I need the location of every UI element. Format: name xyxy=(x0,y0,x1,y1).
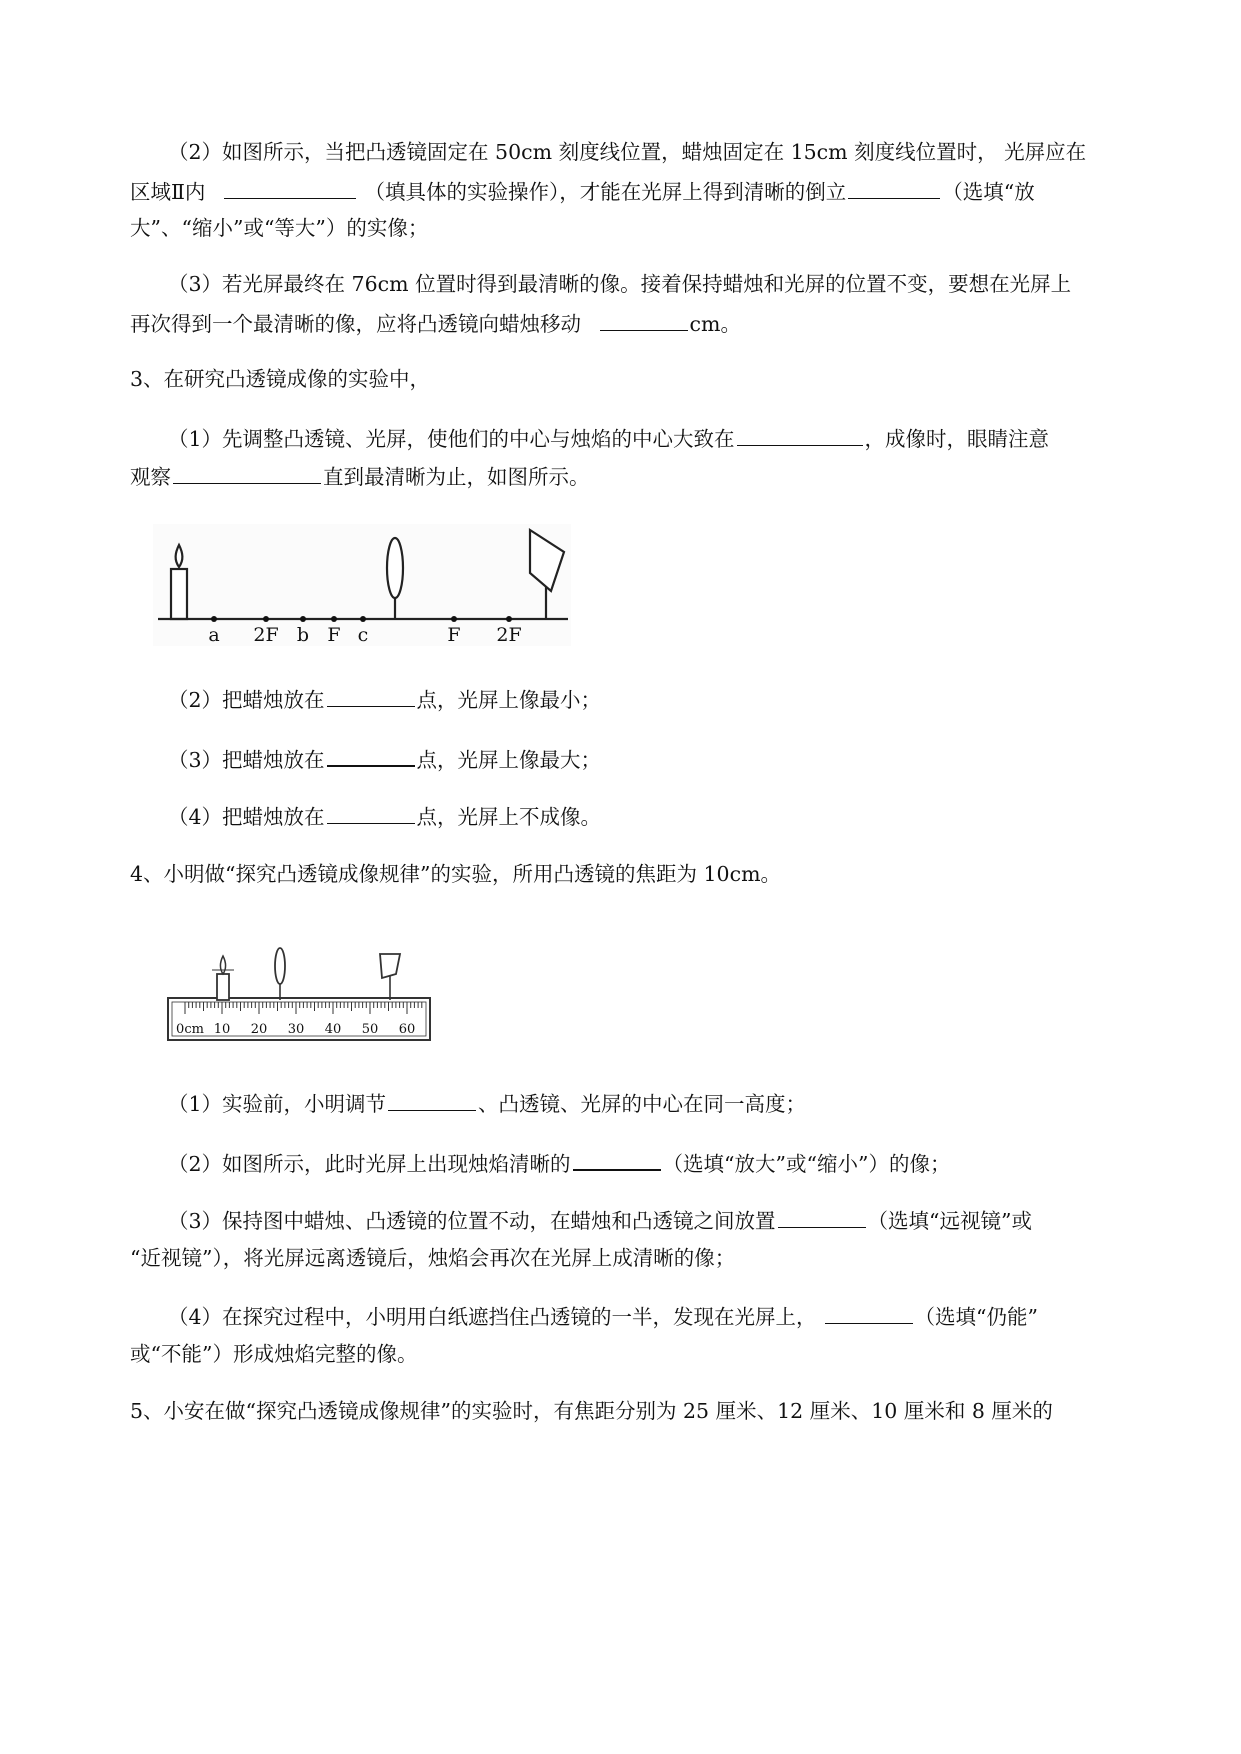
point-label: F xyxy=(327,624,341,646)
q3-part1-line1 xyxy=(168,423,1049,453)
answer-blank[interactable] xyxy=(388,1088,476,1111)
point-label: c xyxy=(357,624,369,646)
q4-part4-text-a: （4）在探究过程中，小明用白纸遮挡住凸透镜的一半，发现在光屏上， xyxy=(168,1305,817,1329)
q3-title: 3、在研究凸透镜成像的实验中， xyxy=(130,367,431,391)
q4-part4-line2: 或“不能”）形成烛焰完整的像。 xyxy=(130,1342,418,1366)
q2-part3-line1: （3）若光屏最终在 76cm 位置时得到最清晰的像。接着保持蜡烛和光屏的位置不变，要想在光屏上 xyxy=(168,272,1072,296)
point-label: b xyxy=(296,624,310,646)
ruler-figure xyxy=(160,930,440,1042)
lens-icon xyxy=(387,538,403,598)
q2-part2-line2 xyxy=(130,176,1035,206)
q4-part1-text-a: （1）实验前，小明调节 xyxy=(168,1092,387,1116)
q3-part3 xyxy=(168,743,601,773)
q4-part3-text-b: （选填“远视镜”或 xyxy=(867,1209,1033,1233)
q2-part2-line1: （2）如图所示，当把凸透镜固定在 50cm 刻度线位置，蜡烛固定在 15cm 刻度线位置时， 光屏应在 xyxy=(168,140,1087,164)
candle-flame-icon xyxy=(176,545,183,567)
q4-part2-text-a: （2）如图所示，此时光屏上出现烛焰清晰的 xyxy=(168,1152,571,1176)
q3-part1-text-b: ，成像时，眼睛注意 xyxy=(864,427,1050,451)
q4-part2 xyxy=(168,1147,950,1177)
answer-blank[interactable] xyxy=(778,1205,866,1228)
q3-part1-text-c: 观察 xyxy=(130,465,171,489)
candle-icon xyxy=(171,569,187,619)
q3-part2-text-a: （2）把蜡烛放在 xyxy=(168,688,325,712)
q4-part4-line1 xyxy=(168,1301,1038,1331)
point-label: 2F xyxy=(253,624,279,646)
q2-part2-text-b: （填具体的实验操作），才能在光屏上得到清晰的倒立 xyxy=(364,180,847,204)
q2-part3-line2 xyxy=(130,308,741,338)
q2-part3-text-b: cm。 xyxy=(689,312,741,336)
optical-bench-figure xyxy=(150,520,575,650)
ruler-label: 40 xyxy=(324,1022,342,1037)
q3-part4-text-a: （4）把蜡烛放在 xyxy=(168,805,325,829)
q3-part1-line2 xyxy=(130,461,590,491)
answer-blank[interactable] xyxy=(327,743,415,767)
point-label: 2F xyxy=(496,624,522,646)
lens-icon xyxy=(275,948,285,984)
point-label: F xyxy=(447,624,461,646)
candle-flame-icon xyxy=(220,956,225,974)
q3-part1-text-a: （1）先调整凸透镜、光屏，使他们的中心与烛焰的中心大致在 xyxy=(168,427,735,451)
q4-part1 xyxy=(168,1088,806,1118)
ruler-label: 20 xyxy=(250,1022,268,1037)
q3-part2 xyxy=(168,684,601,714)
answer-blank[interactable] xyxy=(825,1301,913,1324)
answer-blank[interactable] xyxy=(737,423,863,446)
q2-part2-text-c: （选填“放 xyxy=(942,180,1035,204)
ruler-label: 10 xyxy=(213,1022,231,1037)
q3-part1-text-d: 直到最清晰为止，如图所示。 xyxy=(323,465,590,489)
answer-blank[interactable] xyxy=(173,461,321,484)
answer-blank[interactable] xyxy=(327,684,415,707)
q4-part4-text-b: （选填“仍能” xyxy=(914,1305,1039,1329)
q4-part3-line1 xyxy=(168,1205,1032,1235)
answer-blank[interactable] xyxy=(224,176,356,199)
q4-part3-line2: “近视镜”），将光屏远离透镜后，烛焰会再次在光屏上成清晰的像； xyxy=(130,1246,736,1270)
ruler-label: 60 xyxy=(398,1022,416,1037)
q2-part3-text-a: 再次得到一个最清晰的像，应将凸透镜向蜡烛移动 xyxy=(130,312,581,336)
q4-part2-text-b: （选填“放大”或“缩小”）的像； xyxy=(662,1152,951,1176)
q3-part4 xyxy=(168,801,601,831)
q3-part2-text-b: 点，光屏上像最小； xyxy=(416,688,602,712)
q4-part3-text-a: （3）保持图中蜡烛、凸透镜的位置不动，在蜡烛和凸透镜之间放置 xyxy=(168,1209,776,1233)
q2-part2-text-a: 区域Ⅱ内 xyxy=(130,180,206,204)
ruler-label: 30 xyxy=(287,1022,305,1037)
screen-icon xyxy=(380,954,400,978)
q3-part3-text-a: （3）把蜡烛放在 xyxy=(168,748,325,772)
answer-blank[interactable] xyxy=(600,308,688,331)
q4-title: 4、小明做“探究凸透镜成像规律”的实验，所用凸透镜的焦距为 10cm。 xyxy=(130,862,782,886)
q3-part3-text-b: 点，光屏上像最大； xyxy=(416,748,602,772)
answer-blank[interactable] xyxy=(327,801,415,824)
ruler-label: 0cm xyxy=(176,1022,204,1037)
answer-blank[interactable] xyxy=(848,176,940,199)
point-label: a xyxy=(208,624,220,646)
candle-icon xyxy=(217,974,229,1000)
q3-part4-text-b: 点，光屏上不成像。 xyxy=(416,805,602,829)
q5-line1: 5、小安在做“探究凸透镜成像规律”的实验时，有焦距分别为 25 厘米、12 厘米、10 厘米和 8 厘米的 xyxy=(130,1399,1053,1423)
ruler-label: 50 xyxy=(361,1022,379,1037)
answer-blank[interactable] xyxy=(573,1147,661,1171)
q2-part2-line3: 大”、“缩小”或“等大”）的实像； xyxy=(130,216,429,240)
q4-part1-text-b: 、凸透镜、光屏的中心在同一高度； xyxy=(478,1092,807,1116)
